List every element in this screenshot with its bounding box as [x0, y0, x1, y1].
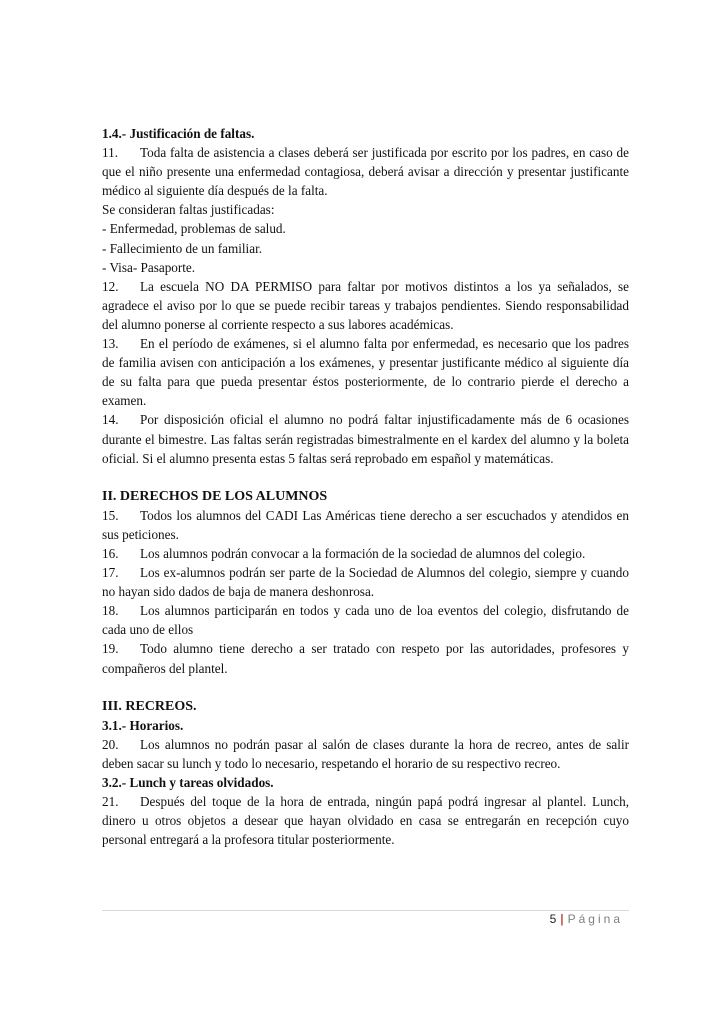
paragraph-text-13: En el período de exámenes, si el alumno falta por enfermedad, es necesario que los padres de familia avisen con anticipación a los exámenes, y presentar justificante médico al siguiente día de su falta para que pueda presentar éstos posteriormente, de lo contrario pierde el derecho a examen.: [102, 336, 629, 409]
page-label: Página: [567, 912, 623, 926]
paragraph-21: [102, 792, 629, 849]
justified-absence-item: - Enfermedad, problemas de salud.: [102, 221, 286, 237]
item-number-12: 12.: [102, 278, 119, 294]
paragraph-13: [102, 334, 629, 410]
paragraph-20: [102, 735, 629, 773]
spacer: [102, 468, 629, 487]
section-heading-3-2: 3.2.- Lunch y tareas olvidados.: [102, 775, 274, 790]
paragraph-14: [102, 410, 629, 467]
paragraph-19: [102, 639, 629, 677]
page-content: [102, 124, 629, 849]
item-number-19: 19.: [102, 641, 119, 657]
section-heading-iii: III. RECREOS.: [102, 698, 197, 714]
paragraph-text-19: Todo alumno tiene derecho a ser tratado con respeto por las autoridades, profesores y compañeros del plantel.: [102, 641, 629, 676]
item-number-14: 14.: [102, 412, 119, 428]
paragraph-text-20: Los alumnos no podrán pasar al salón de clases durante la hora de recreo, antes de salir deben sacar su lunch y todo lo necesario, respetando el horario de su respectivo recreo.: [102, 736, 629, 771]
justified-absences-intro: Se consideran faltas justificadas:: [102, 202, 275, 218]
paragraph-11: [102, 143, 629, 200]
section-heading-ii: II. DERECHOS DE LOS ALUMNOS: [102, 488, 328, 504]
paragraph-text-15: Todos los alumnos del CADI Las Américas tiene derecho a ser escuchados y atendidos en sus peticiones.: [102, 507, 629, 542]
item-number-18: 18.: [102, 603, 119, 619]
paragraph-15: [102, 506, 629, 544]
footer-separator: |: [560, 912, 564, 926]
footer-divider: [102, 910, 629, 911]
item-number-15: 15.: [102, 507, 119, 523]
paragraph-12: [102, 277, 629, 334]
paragraph-18: [102, 601, 629, 639]
item-number-17: 17.: [102, 565, 119, 581]
section-heading-1-4: 1.4.- Justificación de faltas.: [102, 126, 255, 141]
spacer: [102, 678, 629, 697]
item-number-16: 16.: [102, 545, 119, 561]
justified-absence-item: - Fallecimiento de un familiar.: [102, 240, 263, 256]
justified-absence-item: - Visa- Pasaporte.: [102, 259, 196, 275]
page-number: 5: [549, 912, 557, 926]
paragraph-text-17: Los ex-alumnos podrán ser parte de la Sociedad de Alumnos del colegio, siempre y cuando no hayan sido dados de baja de manera deshonrosa.: [102, 565, 629, 600]
paragraph-text-18: Los alumnos participarán en todos y cada uno de loa eventos del colegio, disfrutando de cada uno de ellos: [102, 603, 629, 638]
paragraph-text-14: Por disposición oficial el alumno no podrá faltar injustificadamente más de 6 ocasiones durante el bimestre. Las faltas serán registradas bimestralmente en el kardex del alumno y la boleta oficial. Si el alumno presenta estas 5 faltas será reprobado em español y matemáticas.: [102, 412, 629, 466]
paragraph-text-11: Toda falta de asistencia a clases deberá ser justificada por escrito por los padres, en caso de que el niño presente una enfermedad contagiosa, deberá avisar a dirección y presentar justificante médico al siguiente día después de la falta.: [102, 145, 629, 199]
item-number-11: 11.: [102, 145, 118, 161]
page-footer: [550, 912, 623, 926]
section-heading-3-1: 3.1.- Horarios.: [102, 717, 184, 733]
paragraph-17: [102, 563, 629, 601]
paragraph-text-16: Los alumnos podrán convocar a la formación de la sociedad de alumnos del colegio.: [140, 545, 586, 561]
item-number-20: 20.: [102, 736, 119, 752]
item-number-13: 13.: [102, 336, 119, 352]
item-number-21: 21.: [102, 794, 119, 810]
paragraph-text-12: La escuela NO DA PERMISO para faltar por motivos distintos a los ya señalados, se agradece el aviso por lo que se puede recibir tareas y trabajos pendientes. Siendo responsabilidad del alumno ponerse al corriente respecto a sus labores académicas.: [102, 278, 629, 332]
paragraph-text-21: Después del toque de la hora de entrada, ningún papá podrá ingresar al plantel. Lunch, dinero u otros objetos a desear que hayan olvidado en casa se entregarán en recepción cuyo personal entregará a la profesora titular posteriormente.: [102, 794, 629, 848]
paragraph-16: [102, 544, 629, 563]
